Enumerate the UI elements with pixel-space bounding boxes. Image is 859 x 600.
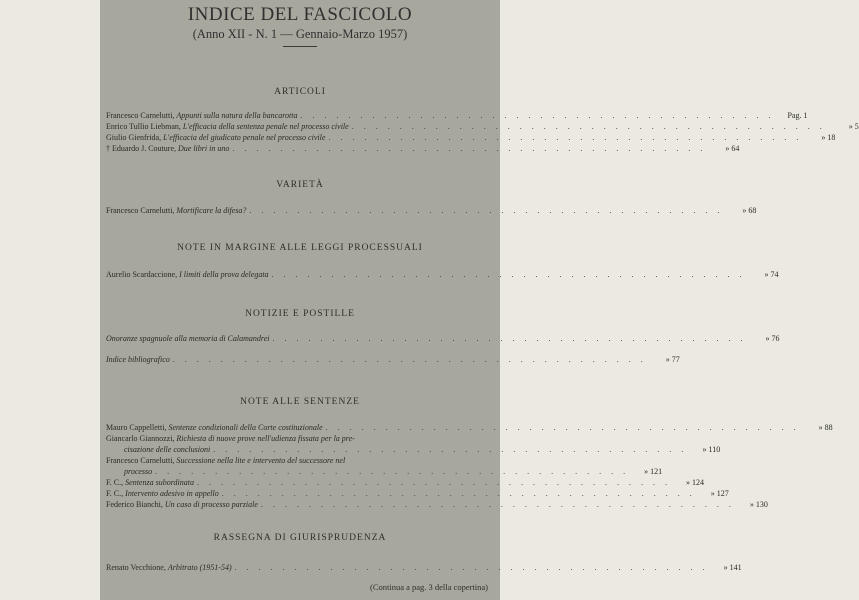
entry-page: » 18	[821, 133, 836, 142]
entry-page: » 64	[725, 144, 740, 153]
entry-author: F. C.,	[106, 489, 124, 498]
entry-page: » 110	[702, 445, 721, 454]
entry-title: Due libri in uno	[178, 144, 230, 153]
entry-title: Mortificare la difesa?	[176, 206, 247, 215]
continuation-note: (Continua a pag. 3 della copertina)	[369, 582, 488, 592]
leader-dots: . . . . . . . . . . . . . . . . . . . . . . . . . . . . . . . . . . . . . . . .	[196, 478, 671, 487]
entry-author: † Eduardo J. Couture,	[106, 144, 176, 153]
entry-author: Enrico Tullio Liebman,	[106, 122, 181, 131]
entry-author: Aurelio Scardaccione,	[106, 270, 178, 279]
toc-entry	[106, 333, 780, 344]
toc-entry	[106, 110, 808, 121]
leader-dots: . . . . . . . . . . . . . . . . . . . . . . . . . . . . . . . . . . . . . . . .	[260, 500, 735, 509]
leader-dots: . . . . . . . . . . . . . . . . . . . . . . . . . . . . . . . . . . . . . . . .	[234, 563, 709, 572]
toc-entry	[106, 143, 740, 154]
entry-title: Successione nella lite e intervento del successore nel	[176, 456, 346, 465]
entry-author: F. C.,	[106, 478, 124, 487]
leader-dots: . . . . . . . . . . . . . . . . . . . . . . . . . . . . . . . . . . . . . . . .	[351, 122, 826, 131]
entry-page: » 121	[644, 467, 663, 476]
entry-author: Federico Bianchi,	[106, 500, 163, 509]
leader-dots: . . . . . . . . . . . . . . . . . . . . . . . . . . . . . . . . . . . . . . . .	[232, 144, 707, 153]
entry-title: I limiti della prova delegata	[179, 270, 269, 279]
leader-dots: . . . . . . . . . . . . . . . . . . . . . . . . . . . . . . . . . . . . . . . .	[155, 467, 630, 476]
leader-dots: . . . . . . . . . . . . . . . . . . . . . . . . . . . . . . . . . . . . . . . .	[271, 270, 746, 279]
entry-page: » 127	[710, 489, 729, 498]
entry-title: cisazione delle conclusioni	[124, 445, 211, 454]
section-heading-notizie: NOTIZIE E POSTILLE	[245, 309, 355, 319]
entry-title: Arbitrato (1951-54)	[167, 563, 232, 572]
journal-page	[100, 0, 859, 600]
entry-title: Indice bibliografico	[106, 355, 170, 364]
toc-entry	[106, 488, 729, 499]
toc-entry	[106, 499, 768, 510]
leader-dots: . . . . . . . . . . . . . . . . . . . . . . . . . . . . . . . . . . . . . . . .	[172, 355, 647, 364]
entry-page: » 141	[723, 563, 742, 572]
leader-dots: . . . . . . . . . . . . . . . . . . . . . . . . . . . . . . . . . . . . . . . .	[213, 445, 688, 454]
section-heading-rassegna: RASSEGNA DI GIURISPRUDENZA	[213, 533, 387, 543]
entry-title: Richiesta di nuove prove nell'udienza fissata per la pre-	[176, 434, 355, 443]
leader-dots: . . . . . . . . . . . . . . . . . . . . . . . . . . . . . . . . . . . . . . . .	[272, 334, 747, 343]
toc-entry	[124, 466, 663, 477]
issue-subtitle: (Anno XII - N. 1 — Gennaio-Marzo 1957)	[192, 27, 408, 41]
entry-title: Appunti sulla natura della bancarotta	[176, 111, 298, 120]
entry-title: processo	[124, 467, 153, 476]
entry-page: » 77	[665, 355, 680, 364]
toc-entry	[106, 205, 757, 216]
entry-page: Pag. 1	[787, 111, 808, 120]
entry-author: Francesco Carnelutti,	[106, 111, 175, 120]
section-heading-varieta: VARIETÀ	[276, 180, 324, 190]
entry-author: Renato Vecchione,	[106, 563, 166, 572]
entry-title: Intervento adesivo in appello	[125, 489, 219, 498]
toc-entry	[106, 477, 704, 488]
section-heading-note-sentenze: NOTE ALLE SENTENZE	[240, 397, 360, 407]
toc-entry	[124, 444, 721, 455]
leader-dots: . . . . . . . . . . . . . . . . . . . . . . . . . . . . . . . . . . . . . . . .	[325, 423, 800, 432]
toc-entry	[106, 269, 779, 280]
toc-entry	[106, 562, 742, 573]
entry-title: Onoranze spagnuole alla memoria di Calamandrei	[106, 334, 270, 343]
entry-author: Mauro Cappelletti,	[106, 423, 167, 432]
entry-page: » 130	[749, 500, 768, 509]
entry-page: » 5	[848, 122, 859, 131]
entry-author: Giancarlo Giannozzi,	[106, 434, 175, 443]
entry-page: » 68	[742, 206, 757, 215]
toc-entry	[106, 121, 859, 132]
leader-dots: . . . . . . . . . . . . . . . . . . . . . . . . . . . . . . . . . . . . . . . .	[328, 133, 803, 142]
entry-author: Francesco Carnelutti,	[106, 456, 175, 465]
entry-title: Un caso di processo parziale	[164, 500, 258, 509]
entry-title: Sentenza subordinata	[125, 478, 194, 487]
entry-title: L'efficacia del giudicato penale nel processo civile	[163, 133, 326, 142]
leader-dots: . . . . . . . . . . . . . . . . . . . . . . . . . . . . . . . . . . . . . . . .	[249, 206, 724, 215]
toc-entry	[106, 132, 836, 143]
entry-page: » 88	[818, 423, 833, 432]
section-heading-note-margine: NOTE IN MARGINE ALLE LEGGI PROCESSUALI	[177, 243, 423, 253]
toc-entry-line	[106, 455, 492, 466]
toc-entry-line	[106, 433, 492, 444]
divider	[283, 46, 317, 47]
page-title: INDICE DEL FASCICOLO	[187, 4, 413, 25]
entry-page: » 76	[765, 334, 780, 343]
entry-title: L'efficacia della sentenza penale nel processo civile	[182, 122, 349, 131]
entry-author: Francesco Carnelutti,	[106, 206, 175, 215]
entry-page: » 124	[685, 478, 704, 487]
leader-dots: . . . . . . . . . . . . . . . . . . . . . . . . . . . . . . . . . . . . . . . .	[300, 111, 775, 120]
leader-dots: . . . . . . . . . . . . . . . . . . . . . . . . . . . . . . . . . . . . . . . .	[221, 489, 696, 498]
section-heading-articoli: ARTICOLI	[274, 87, 326, 97]
entry-author: Giulio Gienfrida,	[106, 133, 162, 142]
entry-page: » 74	[764, 270, 779, 279]
entry-title: Sentenze condizionali della Corte costituzionale	[168, 423, 323, 432]
toc-entry	[106, 354, 680, 365]
toc-entry	[106, 422, 833, 433]
